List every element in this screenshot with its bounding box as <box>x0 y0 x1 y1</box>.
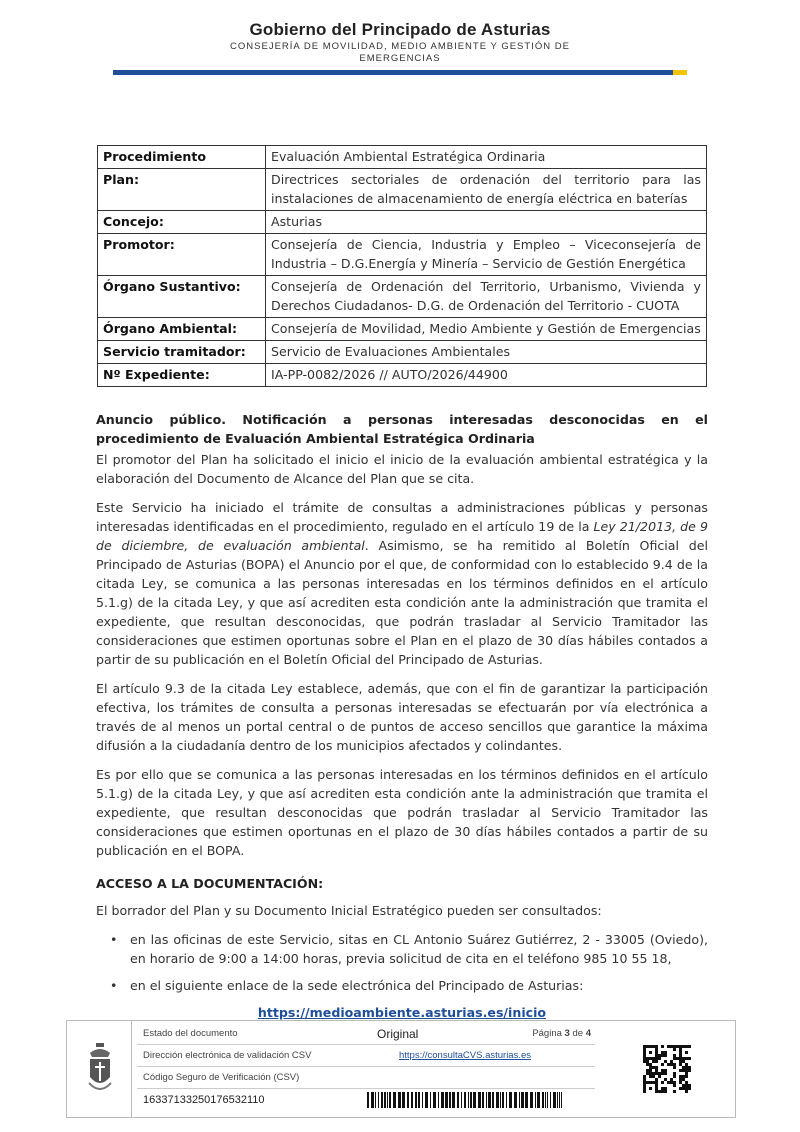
csv-address-row <box>137 1045 595 1067</box>
procedure-row <box>98 318 707 341</box>
header-rule <box>113 70 687 75</box>
procedure-key: Concejo: <box>98 211 266 234</box>
qr-code-icon <box>643 1045 691 1093</box>
procedure-value: Asturias <box>266 211 707 234</box>
document-header <box>0 20 800 64</box>
procedure-value: Directrices sectoriales de ordenación del territorio para las instalaciones de almacenamiento de energía eléctrica en baterías <box>266 169 707 211</box>
procedure-key: Órgano Sustantivo: <box>98 276 266 318</box>
access-item-online: • en el siguiente enlace de la sede electrónica del Principado de Asturias: <box>130 976 708 995</box>
paragraph-3: El artículo 9.3 de la citada Ley establece, además, que con el fin de garantizar la participación efectiva, los trámites de consulta a personas interesadas se efectuarán por vía electrónica a través de al menos un portal central o de puntos de acceso sencillos que garantice la máxima difusión a la ciudadanía dentro de los municipios afectados y colindantes. <box>96 681 708 753</box>
paragraph-2: Este Servicio ha iniciado el trámite de consultas a administraciones públicas y personas interesadas identificadas en el procedimiento, regulado en el artículo 19 de la Ley 21/2013, de 9 de diciembre, de evaluación ambiental. Asimismo, se ha remitido al Boletín Oficial del Principado de Asturias (BOPA) el Anuncio por el que, de conformidad con lo establecido 9.4 de la citada Ley, se comunica a las personas interesadas en los términos definidos en el artículo 5.1.g) de la citada Ley, y que así acrediten esta condición ante la administración que tramita el expediente, que resultan desconocidas, que podrán trasladar al Servicio Tramitador las consideraciones que estimen oportunas sobre el Plan en el plazo de 30 días hábiles contados a partir de su publicación en el Boletín Oficial del Principado de Asturias. <box>96 500 708 667</box>
procedure-value: Evaluación Ambiental Estratégica Ordinaria <box>266 146 707 169</box>
procedure-value: Consejería de Ordenación del Territorio, Urbanismo, Vivienda y Derechos Ciudadanos- D.G. de Ordenación del Territorio - CUOTA <box>266 276 707 318</box>
procedure-value: Consejería de Movilidad, Medio Ambiente y Gestión de Emergencias <box>266 318 707 341</box>
announcement-title: Anuncio público. Notificación a personas interesadas desconocidas en el procedimiento de Evaluación Ambiental Estratégica Ordinaria <box>96 412 708 446</box>
verification-footer <box>66 1020 736 1118</box>
procedure-row <box>98 146 707 169</box>
paragraph-4: Es por ello que se comunica a las personas interesadas en los términos definidos en el artículo 5.1.g) de la citada Ley, y que así acrediten esta condición ante la administración que tramita el expediente, que resultan desconocidas que podrán trasladar al Servicio Tramitador las consideraciones que estimen oportunas en el plazo de 30 días hábiles contados a partir de su publicación en el BOPA. <box>96 767 708 858</box>
procedure-key: Promotor: <box>98 234 266 276</box>
csv-address-link[interactable]: https://consultaCVS.asturias.es <box>399 1050 532 1061</box>
procedure-key: Servicio tramitador: <box>98 341 266 364</box>
paragraph-1: El promotor del Plan ha solicitado el inicio el inicio de la evaluación ambiental estratégica y la elaboración del Documento de Alcance del Plan que se cita. <box>96 452 708 486</box>
announcement-body <box>96 410 708 1022</box>
paragraph-5: El borrador del Plan y su Documento Inicial Estratégico pueden ser consultados: <box>96 903 602 918</box>
procedure-key: Procedimiento <box>98 146 266 169</box>
crest-panel <box>67 1021 132 1117</box>
procedure-row <box>98 341 707 364</box>
procedure-row <box>98 276 707 318</box>
procedure-row <box>98 211 707 234</box>
page-indicator: Página 3 de 4 <box>532 1028 591 1039</box>
procedure-key: Nº Expediente: <box>98 364 266 387</box>
csv-code-row <box>137 1067 595 1089</box>
csv-address-label: Dirección electrónica de validación CSV <box>143 1050 312 1061</box>
asturias-crest-icon <box>87 1043 113 1095</box>
procedure-key: Órgano Ambiental: <box>98 318 266 341</box>
status-value: Original <box>377 1027 419 1041</box>
procedure-row <box>98 364 707 387</box>
procedure-row <box>98 169 707 211</box>
csv-code-value: 16337133250176532110 <box>143 1094 265 1106</box>
csv-code-label: Código Seguro de Verificación (CSV) <box>143 1072 300 1083</box>
header-subtitle-line2: EMERGENCIAS <box>359 53 441 64</box>
csv-value-row <box>137 1089 595 1110</box>
access-list <box>96 930 708 995</box>
section-title: ACCESO A LA DOCUMENTACIÓN: <box>96 876 324 891</box>
status-label: Estado del documento <box>143 1028 238 1039</box>
header-title: Gobierno del Principado de Asturias <box>249 20 551 39</box>
procedure-table <box>97 145 707 387</box>
procedure-value: Servicio de Evaluaciones Ambientales <box>266 341 707 364</box>
procedure-key: Plan: <box>98 169 266 211</box>
barcode-icon <box>367 1092 567 1108</box>
footer-fields <box>137 1023 595 1110</box>
status-row <box>137 1023 595 1045</box>
access-item-office: • en las oficinas de este Servicio, sitas en CL Antonio Suárez Gutiérrez, 2 - 33005 (Oviedo), en horario de 9:00 a 14:00 horas, previa solicitud de cita en el teléfono 985 10 55 18, <box>130 930 708 968</box>
procedure-row <box>98 234 707 276</box>
procedure-value: Consejería de Ciencia, Industria y Empleo – Viceconsejería de Industria – D.G.Energía y Minería – Servicio de Gestión Energética <box>266 234 707 276</box>
documentation-link[interactable]: https://medioambiente.asturias.es/inicio <box>257 1005 547 1020</box>
header-subtitle-line1: CONSEJERÍA DE MOVILIDAD, MEDIO AMBIENTE Y GESTIÓN DE <box>230 41 570 52</box>
procedure-value: IA-PP-0082/2026 // AUTO/2026/44900 <box>266 364 707 387</box>
